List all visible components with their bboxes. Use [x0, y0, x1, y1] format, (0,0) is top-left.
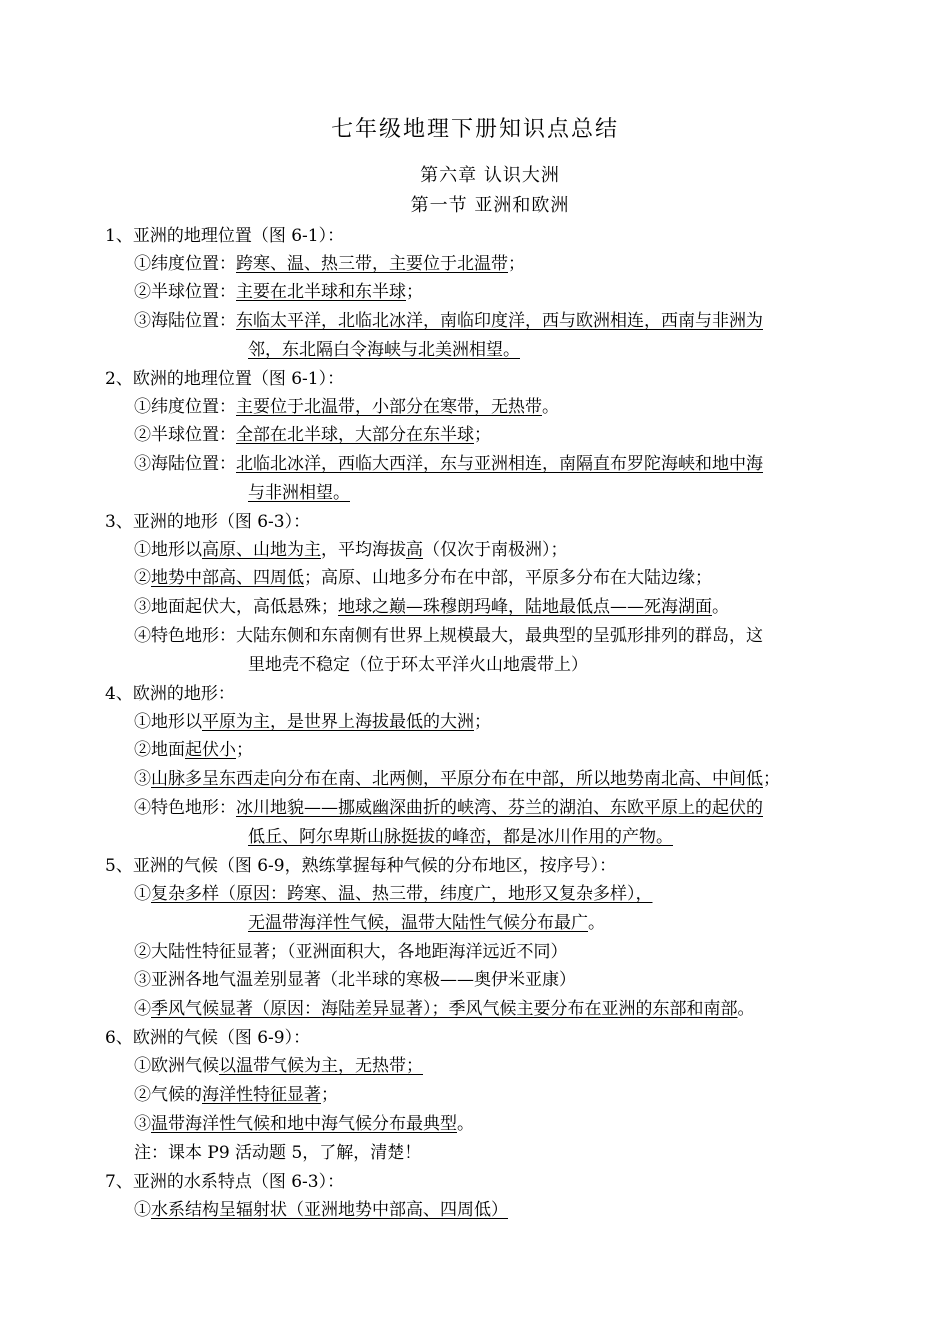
item-heading	[105, 852, 616, 880]
text-span: ①	[134, 1200, 151, 1220]
underlined-text: 无温带海洋性气候，温带大陆性气候分布最广	[248, 913, 588, 933]
text-span: ③海陆位置：	[134, 454, 236, 474]
text-span: ③亚洲各地气温差别显著（北半球的寒极——奥伊米亚康）	[134, 970, 576, 990]
underlined-text: 与非洲相望。	[248, 483, 350, 503]
text-line	[134, 995, 755, 1023]
text-span: ①纬度位置：	[134, 397, 236, 417]
text-span: ；	[406, 282, 423, 302]
underlined-text: 低丘、阿尔卑斯山脉挺拔的峰峦，都是冰川作用的产物。	[248, 827, 673, 847]
text-line	[134, 1196, 508, 1224]
text-span: ；	[474, 425, 491, 445]
underlined-text: 主要位于北温带，小部分在寒带，无热带	[236, 397, 542, 417]
text-line	[134, 622, 763, 650]
underlined-text: 邻，东北隔白令海峡与北美洲相望。	[248, 340, 520, 360]
text-line	[134, 1081, 338, 1109]
text-span: （仅次于南极洲）；	[423, 540, 568, 560]
text-span: ；	[236, 740, 253, 760]
item-heading	[105, 1168, 344, 1196]
text-span: ①纬度位置：	[134, 254, 236, 274]
underlined-text: 高原、山地为主	[202, 540, 321, 560]
text-span: 5、亚洲的气候（图 6-9，熟练掌握每种气候的分布地区，按序号）：	[105, 856, 617, 876]
text-line	[134, 1110, 474, 1138]
underlined-text: 高	[406, 540, 423, 560]
underlined-text: 冰川地貌——挪威幽深曲折的峡湾、芬兰的湖泊、东欧平原上的起伏的	[236, 798, 763, 818]
underlined-text: 地势中部高、四周低	[151, 568, 304, 588]
text-line	[248, 651, 588, 679]
text-span: ；	[508, 254, 525, 274]
underlined-text: 水系结构呈辐射状（亚洲地势中部高、四周低）	[151, 1200, 508, 1220]
text-span: ②气候的	[134, 1085, 202, 1105]
item-heading	[105, 1024, 310, 1052]
text-span: ③地面起伏大，高低悬殊；	[134, 597, 338, 617]
text-span: 3、亚洲的地形（图 6-3）：	[105, 512, 311, 532]
text-line	[134, 250, 525, 278]
text-line	[134, 1052, 423, 1080]
underlined-text: 温带海洋性气候和地中海气候分布最典型	[151, 1114, 457, 1134]
text-span: ④特色地形：大陆东侧和东南侧有世界上规模最大，最典型的呈弧形排列的群岛，这	[134, 626, 763, 646]
text-line	[134, 278, 423, 306]
text-span: 。	[737, 999, 755, 1019]
text-span: ③	[134, 1114, 151, 1134]
text-span: ；	[321, 1085, 338, 1105]
text-line	[134, 794, 763, 822]
text-span: ②半球位置：	[134, 425, 236, 445]
text-span: ④	[134, 999, 151, 1019]
item-heading	[105, 508, 310, 536]
text-line	[134, 765, 780, 793]
text-span: 1、亚洲的地理位置（图 6-1）：	[105, 226, 345, 246]
text-line	[134, 880, 653, 908]
text-span: ②	[134, 568, 151, 588]
text-line	[134, 393, 559, 421]
underlined-text: 东临太平洋，北临北冰洋，南临印度洋，西与欧洲相连，西南与非洲为	[236, 311, 763, 331]
text-span: 。	[457, 1114, 474, 1134]
item-heading	[105, 365, 344, 393]
text-line	[134, 938, 568, 966]
text-span: ②地面	[134, 740, 185, 760]
underlined-text: 平原为主，是世界上海拔最低的大洲	[202, 712, 474, 732]
text-line	[134, 736, 253, 764]
text-span: ①欧洲气候	[134, 1056, 219, 1076]
underlined-text: 起伏小	[185, 740, 236, 760]
text-line	[134, 1139, 421, 1167]
section-heading: 第一节 亚洲和欧洲	[410, 195, 570, 216]
underlined-text: 北临北冰洋，西临大西洋，东与亚洲相连，南隔直布罗陀海峡和地中海	[236, 454, 763, 474]
text-span: 6、欧洲的气候（图 6-9）：	[105, 1028, 311, 1048]
underlined-text: 季风气候显著（原因：海陆差异显著）；季风气候主要分布在亚洲的东部和南部	[151, 999, 738, 1019]
text-span: ；	[474, 712, 491, 732]
text-span: ③	[134, 769, 151, 789]
text-span: ①地形以	[134, 540, 202, 560]
text-span: 2、欧洲的地理位置（图 6-1）：	[105, 369, 345, 389]
text-line	[134, 593, 729, 621]
text-span: ①	[134, 884, 151, 904]
text-line	[134, 966, 576, 994]
text-line	[134, 450, 763, 478]
text-span: ②大陆性特征显著；（亚洲面积大，各地距海洋远近不同）	[134, 942, 568, 962]
text-span: ④特色地形：	[134, 798, 236, 818]
item-heading	[105, 222, 344, 250]
text-span: ②半球位置：	[134, 282, 236, 302]
underlined-text: 跨寒、温、热三带，主要位于北温带	[236, 254, 508, 274]
text-line	[248, 823, 673, 851]
underlined-text: 复杂多样（原因：跨寒、温、热三带，纬度广，地形又复杂多样），	[151, 884, 653, 904]
text-line	[134, 708, 491, 736]
text-span: ③海陆位置：	[134, 311, 236, 331]
text-line	[134, 564, 712, 592]
item-heading	[105, 680, 235, 708]
underlined-text: 地球之巅—珠穆朗玛峰，陆地最低点——死海湖面	[338, 597, 712, 617]
text-span: 。	[712, 597, 729, 617]
document-title: 七年级地理下册知识点总结	[330, 117, 619, 142]
underlined-text: 以温带气候为主，无热带；	[219, 1056, 423, 1076]
underlined-text: 海洋性特征显著	[202, 1085, 321, 1105]
text-span: 7、亚洲的水系特点（图 6-3）：	[105, 1172, 345, 1192]
chapter-heading: 第六章 认识大洲	[420, 165, 560, 186]
underlined-text: 山脉多呈东西走向分布在南、北两侧，平原分布在中部，所以地势南北高、中间低	[151, 769, 763, 789]
underlined-text: 主要在北半球和东半球	[236, 282, 406, 302]
text-span: 4、欧洲的地形：	[105, 684, 235, 704]
text-span: ，平均海拔	[321, 540, 406, 560]
text-span: ；高原、山地多分布在中部，平原多分布在大陆边缘；	[304, 568, 712, 588]
underlined-text: 全部在北半球，大部分在东半球	[236, 425, 474, 445]
text-line	[248, 909, 605, 937]
text-span: 。	[542, 397, 559, 417]
text-line	[248, 479, 350, 507]
text-span: ①地形以	[134, 712, 202, 732]
text-span: 注：课本 P9 活动题 5，了解，清楚！	[134, 1143, 422, 1163]
text-span: 里地壳不稳定（位于环太平洋火山地震带上）	[248, 655, 588, 675]
text-line	[134, 307, 763, 335]
text-span: 。	[588, 913, 605, 933]
text-line	[134, 536, 568, 564]
text-line	[134, 421, 491, 449]
text-line	[248, 336, 520, 364]
text-span: ；	[763, 769, 780, 789]
